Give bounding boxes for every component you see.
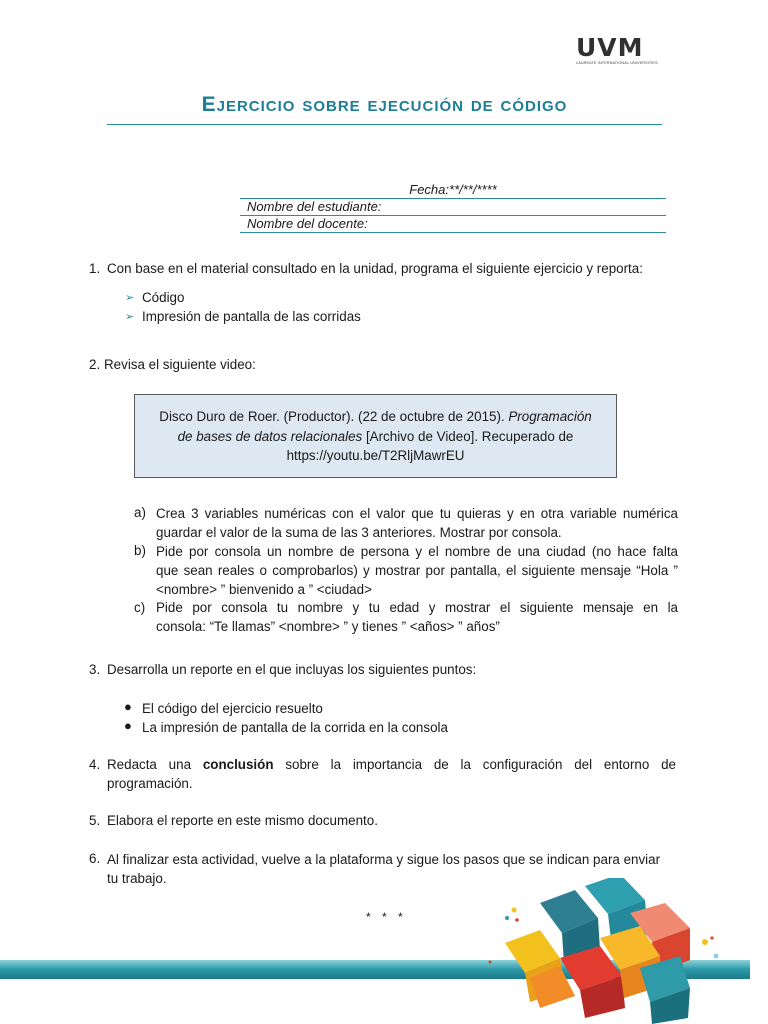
sub-a-line-2: guardar el valor de la suma de las 3 anteriores. Mostrar por consola. [156, 525, 562, 540]
reference-title-1: Programación [508, 409, 592, 424]
reference-source: [Archivo de Video]. Recuperado de [362, 428, 574, 444]
sub-c-text [156, 598, 678, 636]
item-3-text: Desarrolla un reporte en el que incluyas los siguientes puntos: [107, 662, 477, 677]
title-block [107, 90, 662, 125]
item-4-post: sobre la importancia de la configuración del entorno de [273, 757, 676, 772]
item-2-number: 2. [89, 357, 101, 372]
confetti-dot [505, 916, 509, 920]
teacher-field: Nombre del docente: [247, 216, 368, 231]
item-1-bullet-1: Código [142, 290, 185, 305]
teacher-line [240, 216, 666, 233]
reference-text: Disco Duro de Roer. (Productor). (22 de octubre de 2015). [159, 409, 509, 424]
reference-url[interactable]: https://youtu.be/T2RljMawrEU [286, 448, 465, 463]
sub-a-text [156, 504, 678, 542]
item-3-bullet-2: La impresión de pantalla de la corrida en la consola [142, 720, 448, 735]
sub-c-line-2: consola: “Te llamas” <nombre> ” y tienes ” <años> ” años” [156, 619, 500, 634]
item-4-bold: conclusión [202, 757, 274, 772]
logo-tagline: LAUREATE INTERNATIONAL UNIVERSITIES [576, 61, 658, 65]
confetti-dot [714, 954, 719, 959]
item-1-number: 1. [89, 261, 101, 276]
item-5-text: Elabora el reporte en este mismo documento. [107, 813, 378, 828]
sub-b-label: b) [134, 543, 146, 558]
item-4-number: 4. [89, 757, 101, 772]
item-5-number: 5. [89, 813, 101, 828]
student-field: Nombre del estudiante: [247, 199, 382, 214]
confetti-dot [515, 918, 519, 922]
item-3-bullet-1: El código del ejercicio resuelto [142, 701, 323, 716]
confetti-dot [710, 936, 713, 939]
arrow-bullet-icon: ➢ [125, 292, 135, 304]
item-4-line-1 [107, 755, 676, 774]
item-4-line-2: programación. [107, 776, 193, 791]
sub-a-label: a) [134, 505, 146, 520]
confetti-dot [702, 939, 708, 945]
sub-a-line-1: Crea 3 variables numéricas con el valor que tu quieras y en otra variable numérica [156, 506, 678, 521]
arrow-bullet-icon: ➢ [125, 311, 135, 323]
sub-b-line-2: que sean reales o comprobarlos) y mostrar por pantalla, el siguiente mensaje “Hola ” [156, 563, 678, 578]
sub-c-line-1: Pide por consola tu nombre y tu edad y mostrar el siguiente mensaje en la [156, 600, 678, 615]
video-reference-box [134, 394, 617, 478]
confetti-dot [489, 961, 492, 964]
item-2-text: Revisa el siguiente video: [104, 357, 256, 372]
bullet-dot-icon: ● [124, 718, 132, 733]
item-4-text [107, 755, 676, 793]
section-divider: * * * [366, 910, 407, 924]
uvm-logo [576, 34, 656, 74]
sub-b-line-1: Pide por consola un nombre de persona y el nombre de una ciudad (no hace falta [156, 544, 678, 559]
item-3-number: 3. [89, 662, 101, 677]
sub-b-text [156, 542, 678, 599]
sub-c-label: c) [134, 600, 146, 615]
date-line [240, 182, 666, 199]
sub-b-line-3: <nombre> ” bienvenido a ” <ciudad> [156, 582, 372, 597]
item-6-line-1: Al finalizar esta actividad, vuelve a la plataforma y sigue los pasos que se indican para enviar [107, 852, 661, 867]
logo-text: UVM [576, 33, 644, 62]
item-1-bullet-2: Impresión de pantalla de las corridas [142, 309, 361, 324]
bullet-dot-icon: ● [124, 699, 132, 714]
item-6-line-2: tu trabajo. [107, 871, 167, 886]
reference-title-2: de bases de datos relacionales [177, 428, 363, 444]
cube-cluster-icon [505, 878, 690, 1024]
page-title: Ejercicio sobre ejecución de código [201, 93, 568, 116]
student-line [240, 199, 666, 216]
item-4-pre: Redacta una [107, 757, 203, 772]
confetti-dot [512, 908, 517, 913]
item-6-number: 6. [89, 851, 101, 866]
date-field: Fecha:**/**/**** [409, 182, 497, 197]
item-1-text: Con base en el material consultado en la unidad, programa el siguiente ejercicio y reporta: [107, 261, 643, 276]
footer-decoration [0, 878, 768, 1024]
